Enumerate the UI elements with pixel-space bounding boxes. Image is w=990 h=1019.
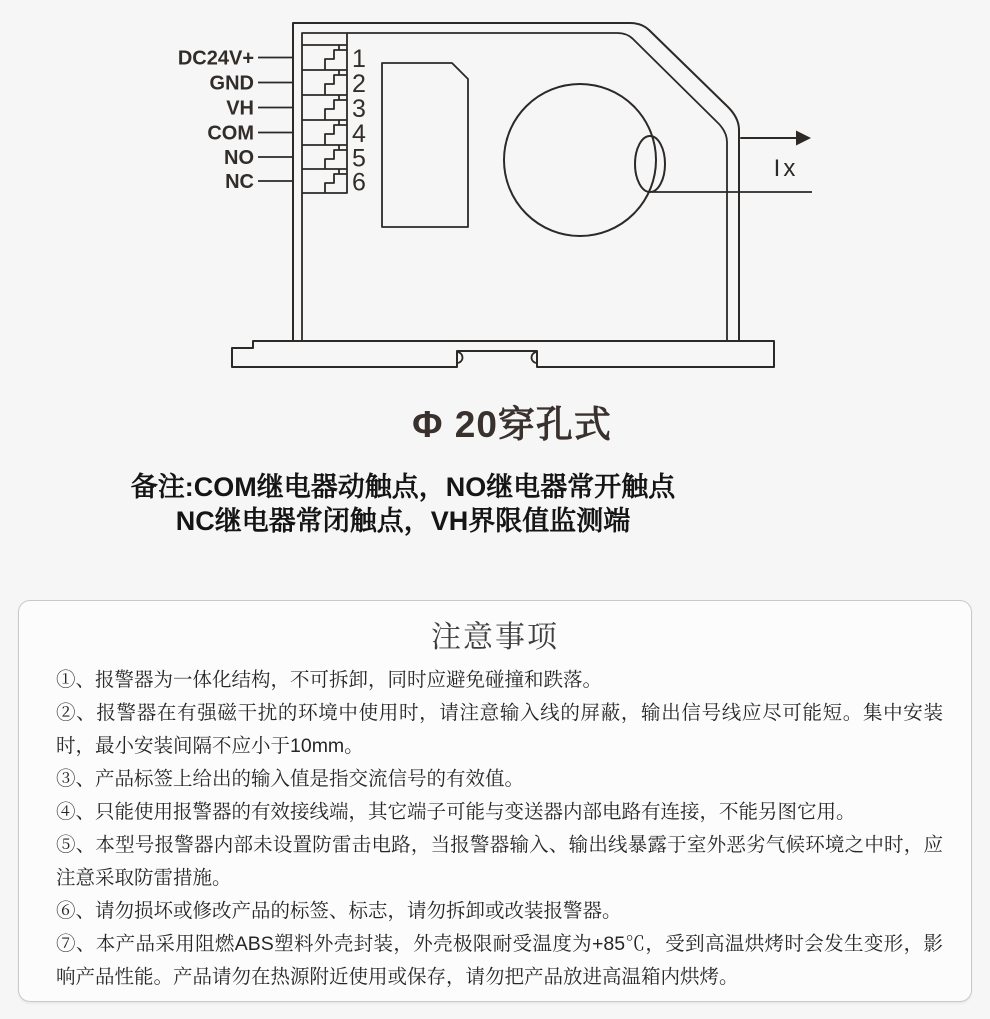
screw-symbols	[325, 45, 347, 193]
terminal-number-2: 2	[352, 70, 366, 98]
terminal-label-nc: NC	[225, 171, 254, 193]
terminal-leader-lines	[258, 58, 293, 182]
terminal-label-vh: VH	[226, 97, 254, 120]
notice-item-2: ②、报警器在有强磁干扰的环境中使用时，请注意输入线的屏蔽，输出信号线应尽可能短。集中安装时，最小安装间隔不应小于10mm。	[56, 702, 943, 757]
terminal-label-gnd: GND	[209, 72, 254, 95]
din-rail-foot	[232, 341, 774, 367]
terminal-label-no: NO	[224, 147, 254, 169]
terminal-note-line2: NC继电器常闭触点，VH界限值监测端	[175, 505, 631, 536]
notice-item-1: ①、报警器为一体化结构，不可拆卸，同时应避免碰撞和跌落。	[56, 669, 603, 691]
diagram-title: Φ 20穿孔式	[412, 404, 612, 445]
ix-current-label: Ix	[773, 155, 799, 182]
notice-item-4: ④、只能使用报警器的有效接线端，其它端子可能与变送器内部电路有连接，不能另图它用。	[56, 801, 856, 823]
device-outline-inner-top	[347, 33, 727, 341]
terminal-number-1: 1	[352, 45, 366, 73]
wiring-diagram	[0, 0, 990, 385]
notice-item-list	[56, 664, 943, 994]
terminal-number-3: 3	[352, 95, 366, 123]
terminal-label-dc24v: DC24V+	[177, 47, 254, 70]
current-arrow-head	[796, 131, 811, 146]
notice-item-3: ③、产品标签上给出的输入值是指交流信号的有效值。	[56, 768, 525, 790]
notice-title: 注意事项	[431, 621, 559, 654]
notice-item-6: ⑥、请勿损坏或修改产品的标签、标志，请勿拆卸或改装报警器。	[56, 900, 622, 922]
notice-box	[18, 600, 972, 1002]
terminal-number-4: 4	[352, 120, 366, 148]
through-hole-bore	[635, 136, 665, 192]
terminal-label-com: COM	[207, 122, 254, 145]
terminal-note-line1: 备注:COM继电器动触点，NO继电器常开触点	[130, 472, 676, 502]
notice-item-5: ⑤、本型号报警器内部未设置防雷击电路，当报警器输入、输出线暴露于室外恶劣气候环境之中时，应注意采取防雷措施。	[56, 834, 943, 889]
through-hole-circle	[504, 84, 656, 236]
terminal-number-6: 6	[352, 168, 366, 197]
notice-item-7: ⑦、本产品采用阻燃ABS塑料外壳封装，外壳极限耐受温度为+85℃，受到高温烘烤时会发生变形，影响产品性能。产品请勿在热源附近使用或保存，请勿把产品放进高温箱内烘烤。	[56, 933, 943, 988]
label-plate	[382, 63, 468, 227]
terminal-note	[0, 471, 806, 538]
terminal-number-5: 5	[352, 144, 366, 173]
